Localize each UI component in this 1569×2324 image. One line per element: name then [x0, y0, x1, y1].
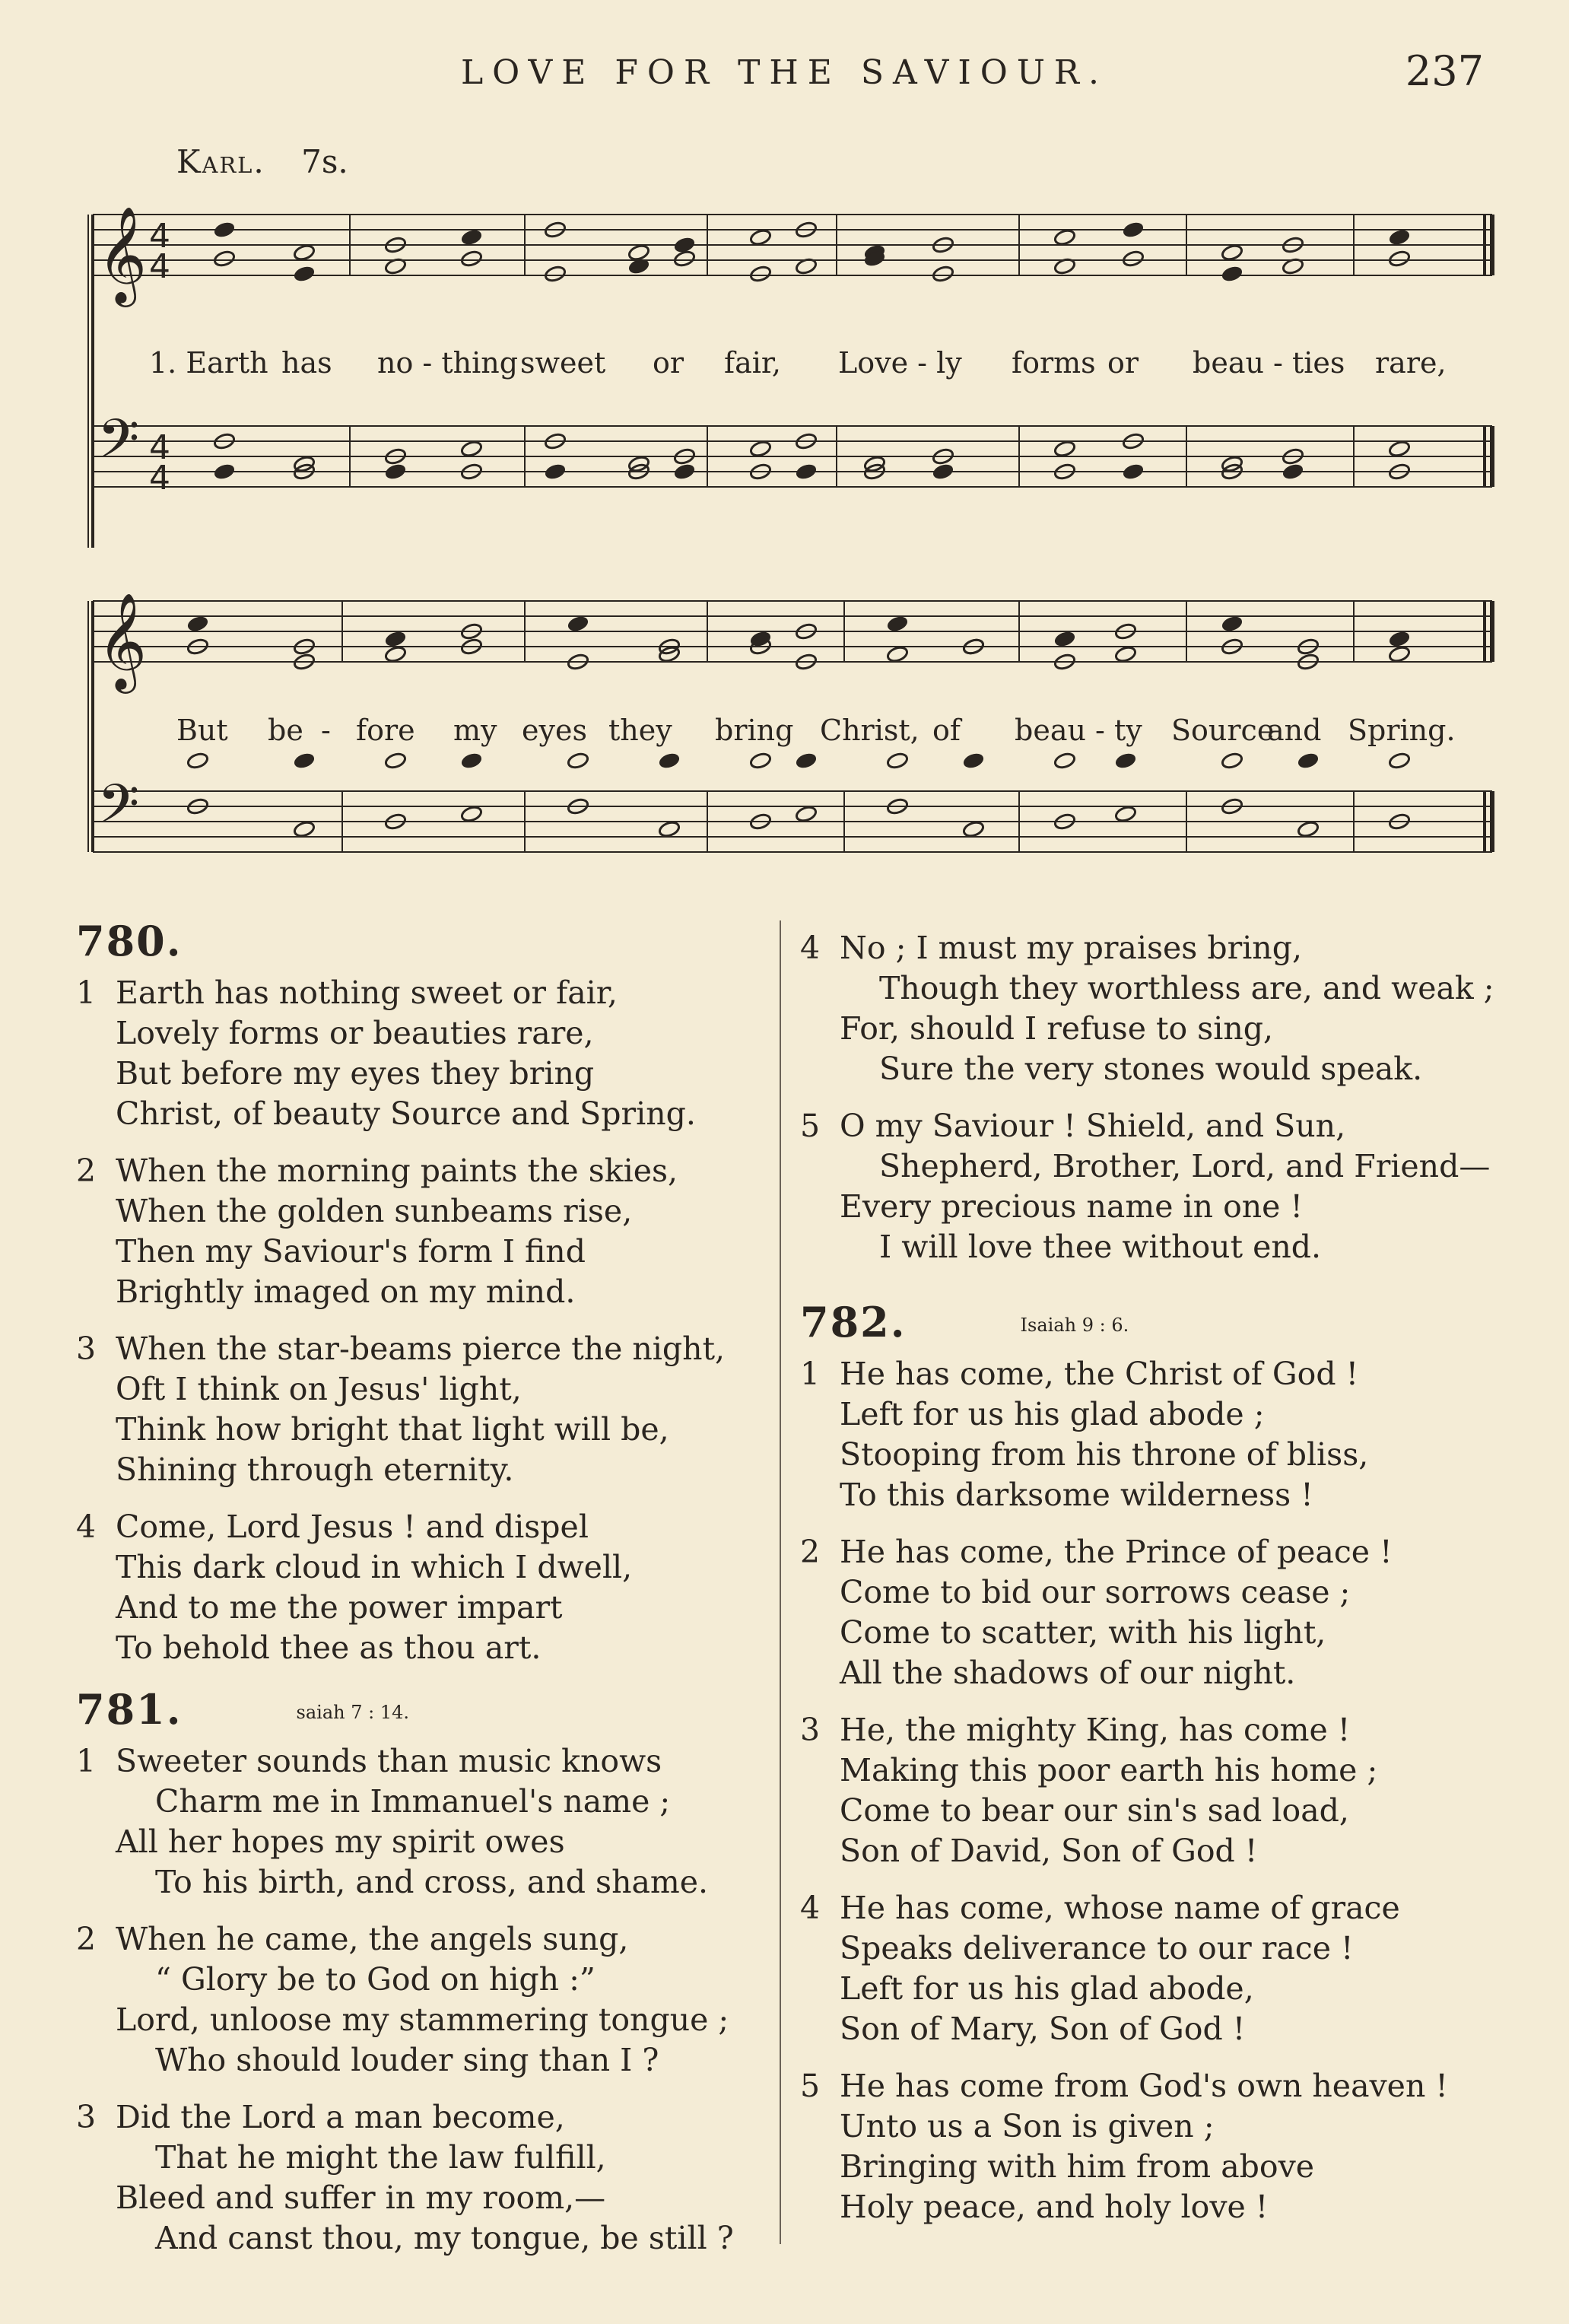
stanza-number: 4 [800, 930, 821, 966]
svg-text:4: 4 [149, 428, 170, 467]
verse-line [76, 1862, 806, 1903]
stanza [800, 1354, 1530, 1515]
hymn-780 [76, 917, 806, 1668]
verse-text: Charm me in Immanuel's name ; [155, 1783, 671, 1820]
verse-text: To this darksome wilderness ! [840, 1477, 1313, 1513]
verse-text: To his birth, and cross, and shame. [155, 1864, 709, 1900]
verse-line [800, 1750, 1530, 1791]
verse-line [76, 1741, 806, 1782]
verse-text: Unto us a Son is given ; [840, 2108, 1215, 2144]
verse-text: Sweeter sounds than music knows [116, 1743, 662, 1779]
verse-line [76, 2178, 806, 2218]
svg-text:𝄞: 𝄞 [97, 205, 148, 303]
verse-line [800, 2147, 1530, 2187]
stanza-number: 3 [76, 2099, 97, 2135]
lyric-syllable: Love - ly [838, 346, 962, 380]
hymn-number: 782. [800, 1298, 907, 1346]
verse-line [800, 1831, 1530, 1871]
verse-line [76, 2097, 806, 2138]
verse-line [800, 1106, 1530, 1146]
page-number: 237 [1405, 47, 1484, 95]
verse-line [76, 2040, 806, 2081]
stanza-number: 2 [76, 1152, 97, 1189]
verse-line [800, 1710, 1530, 1750]
running-head: LOVE FOR THE SAVIOUR. [460, 53, 1109, 92]
hymn-number: 781. [76, 1685, 183, 1734]
verse-text: Earth has nothing sweet or fair, [116, 974, 618, 1011]
verse-text: “ Glory be to God on high :” [155, 1961, 596, 1998]
verse-line [76, 1628, 806, 1668]
lyric-syllable: and [1267, 714, 1322, 747]
verse-text: Think how bright that light will be, [116, 1411, 669, 1448]
verse-text: Come to bear our sin's sad load, [840, 1792, 1349, 1829]
verse-text: Left for us his glad abode ; [840, 1396, 1265, 1432]
verse-text: He has come, whose name of grace [840, 1890, 1400, 1926]
verse-text: Speaks deliverance to our race ! [840, 1930, 1354, 1966]
lyric-syllable: or [653, 346, 684, 380]
verse-text: Come, Lord Jesus ! and dispel [116, 1509, 589, 1545]
stanza [800, 928, 1530, 1089]
lyric-syllable: my [453, 714, 497, 747]
hymn-heading [76, 1685, 806, 1741]
verse-text: Did the Lord a man become, [116, 2099, 565, 2135]
svg-text:𝄞: 𝄞 [97, 592, 148, 689]
verse-line [76, 1191, 806, 1232]
stanza [800, 1532, 1530, 1693]
verse-line [800, 1969, 1530, 2009]
lyric-syllable: no - thing [377, 346, 519, 380]
verse-text: When he came, the angels sung, [116, 1921, 629, 1957]
lyric-syllable: But [176, 714, 228, 747]
lyric-syllable: of [932, 714, 961, 747]
verse-text: Son of Mary, Son of God ! [840, 2011, 1246, 2047]
verse-text: Making this poor earth his home ; [840, 1752, 1378, 1788]
verse-line [800, 1572, 1530, 1613]
lyric-syllable: has [281, 346, 332, 380]
verse-text: He, the mighty King, has come ! [840, 1712, 1351, 1748]
verse-line [76, 1822, 806, 1862]
verse-text: And canst thou, my tongue, be still ? [155, 2220, 734, 2256]
lyric-syllable: be [268, 714, 303, 747]
stanza-number: 3 [800, 1712, 821, 1748]
tune-meter: 7s. [301, 143, 348, 180]
svg-text:4: 4 [149, 217, 170, 256]
stanza-number: 5 [800, 2068, 821, 2104]
verse-text: Lord, unloose my stammering tongue ; [116, 2001, 729, 2038]
music-score [0, 0, 1569, 898]
hymn-heading [76, 917, 806, 973]
verse-line [800, 2009, 1530, 2049]
stanza-number: 5 [800, 1108, 821, 1144]
lyric-syllable: sweet [520, 346, 606, 380]
verse-text: Come to scatter, with his light, [840, 1614, 1326, 1651]
stanza-number: 1 [76, 974, 97, 1011]
verse-text: I will love thee without end. [879, 1229, 1322, 1265]
verse-line [800, 1435, 1530, 1475]
verse-line [76, 1507, 806, 1547]
lyric-syllable: rare, [1375, 346, 1447, 380]
verse-text: Bringing with him from above [840, 2148, 1315, 2185]
lyric-syllable: forms [1012, 346, 1096, 380]
verse-line [800, 2066, 1530, 2106]
verse-text: When the morning paints the skies, [116, 1152, 678, 1189]
lyric-syllable: 1. Earth [149, 346, 268, 380]
lyric-syllable: they [608, 714, 672, 747]
verse-text: Oft I think on Jesus' light, [116, 1371, 522, 1407]
verse-text: Sure the very stones would speak. [879, 1051, 1423, 1087]
verse-line [76, 1151, 806, 1191]
verse-text: Who should louder sing than I ? [155, 2042, 659, 2078]
stanza [76, 1507, 806, 1668]
verse-text: Brightly imaged on my mind. [116, 1273, 576, 1310]
left-column [76, 917, 806, 2275]
verse-line [800, 1475, 1530, 1515]
verse-line [76, 2218, 806, 2259]
verse-line [76, 1013, 806, 1054]
hymn-782 [800, 1298, 1530, 2227]
stanza-number: 1 [800, 1356, 821, 1392]
stanza [800, 1106, 1530, 1267]
verse-text: Then my Saviour's form I find [116, 1233, 586, 1270]
verse-text: He has come, the Christ of God ! [840, 1356, 1359, 1392]
verse-line [76, 2138, 806, 2178]
verse-text: Holy peace, and holy love ! [840, 2189, 1269, 2225]
verse-text: O my Saviour ! Shield, and Sun, [840, 1108, 1346, 1144]
verse-text: This dark cloud in which I dwell, [116, 1549, 633, 1585]
lyric-syllable: beau - ty [1015, 714, 1142, 747]
stanza [76, 1919, 806, 2081]
svg-text:4: 4 [149, 247, 170, 286]
lyric-syllable: - [321, 714, 331, 747]
lyric-syllable: Source [1171, 714, 1275, 747]
verse-text: All the shadows of our night. [840, 1655, 1296, 1691]
right-column [800, 928, 1530, 2244]
scripture-reference: saiah 7 : 14. [296, 1702, 410, 1723]
verse-text: That he might the law fulfill, [155, 2139, 606, 2176]
verse-line [800, 1227, 1530, 1267]
verse-line [800, 1791, 1530, 1831]
verse-line [800, 1928, 1530, 1969]
verse-text: To behold thee as thou art. [116, 1629, 542, 1666]
verse-text: But before my eyes they bring [116, 1055, 595, 1092]
stanza-number: 4 [76, 1509, 97, 1545]
verse-text: No ; I must my praises bring, [840, 930, 1302, 966]
stanza-number: 3 [76, 1330, 97, 1367]
verse-text: For, should I refuse to sing, [840, 1010, 1274, 1047]
verse-line [800, 1394, 1530, 1435]
verse-text: All her hopes my spirit owes [116, 1823, 565, 1860]
verse-text: When the star-beams pierce the night, [116, 1330, 726, 1367]
verse-line [800, 1613, 1530, 1653]
verse-line [76, 1588, 806, 1628]
verse-line [76, 973, 806, 1013]
lyric-syllable: bring [715, 714, 794, 747]
svg-text:4: 4 [149, 459, 170, 498]
stanza [76, 1329, 806, 1490]
stanza [800, 1888, 1530, 2049]
verse-text: Though they worthless are, and weak ; [879, 970, 1494, 1006]
lyric-syllable: eyes [522, 714, 587, 747]
verse-line [76, 1232, 806, 1272]
verse-line [76, 1450, 806, 1490]
hymn-781 [76, 1685, 806, 2259]
verse-line [800, 1049, 1530, 1089]
verse-line [76, 1054, 806, 1094]
verse-text: Shining through eternity. [116, 1451, 514, 1488]
lyric-syllable: or [1107, 346, 1139, 380]
verse-line [800, 2106, 1530, 2147]
verse-text: Stooping from his throne of bliss, [840, 1436, 1369, 1473]
stanza-number: 2 [800, 1534, 821, 1570]
verse-text: And to me the power impart [116, 1589, 563, 1626]
verse-text: When the golden sunbeams rise, [116, 1193, 633, 1229]
verse-line [800, 1354, 1530, 1394]
stanza [76, 1741, 806, 1903]
scripture-reference: Isaiah 9 : 6. [1020, 1315, 1129, 1336]
verse-line [800, 2187, 1530, 2227]
verse-line [800, 1187, 1530, 1227]
verse-line [800, 1653, 1530, 1693]
verse-line [800, 928, 1530, 968]
stanza-number: 1 [76, 1743, 97, 1779]
verse-line [800, 1888, 1530, 1928]
verse-text: Come to bid our sorrows cease ; [840, 1574, 1351, 1610]
verse-line [76, 1329, 806, 1369]
verse-line [800, 1009, 1530, 1049]
stanza [76, 973, 806, 1134]
hymn-781-continued [800, 928, 1530, 1267]
svg-text:𝄢: 𝄢 [97, 408, 140, 484]
lyric-syllable: beau - ties [1193, 346, 1345, 380]
verse-line [76, 1782, 806, 1822]
verse-text: He has come, the Prince of peace ! [840, 1534, 1393, 1570]
verse-line [800, 968, 1530, 1009]
lyric-syllable: fore [356, 714, 415, 747]
stanza [800, 1710, 1530, 1871]
verse-line [76, 1547, 806, 1588]
lyric-syllable: Christ, [820, 714, 919, 747]
lyric-syllable: fair, [724, 346, 781, 380]
hymn-heading [800, 1298, 1530, 1354]
verse-text: Lovely forms or beauties rare, [116, 1015, 594, 1051]
verse-line [800, 1146, 1530, 1187]
hymn-number: 780. [76, 917, 183, 965]
stanza-number: 2 [76, 1921, 97, 1957]
verse-line [76, 1919, 806, 1960]
stanza [76, 1151, 806, 1312]
verse-line [76, 1094, 806, 1134]
verse-text: Shepherd, Brother, Lord, and Friend— [879, 1148, 1491, 1184]
stanza [800, 2066, 1530, 2227]
verse-text: Every precious name in one ! [840, 1188, 1303, 1225]
lyric-syllable: Spring. [1348, 714, 1456, 747]
verse-text: He has come from God's own heaven ! [840, 2068, 1448, 2104]
stanza-number: 4 [800, 1890, 821, 1926]
verse-text: Son of David, Son of God ! [840, 1833, 1258, 1869]
verse-text: Left for us his glad abode, [840, 1970, 1254, 2007]
verse-line [76, 1369, 806, 1410]
verse-line [76, 1960, 806, 2000]
svg-text:𝄢: 𝄢 [97, 773, 140, 849]
verse-line [76, 2000, 806, 2040]
verse-line [800, 1532, 1530, 1572]
tune-name: Karl. [176, 143, 265, 180]
verse-line [76, 1410, 806, 1450]
verse-text: Bleed and suffer in my room,— [116, 2179, 606, 2216]
stanza [76, 2097, 806, 2259]
verse-text: Christ, of beauty Source and Spring. [116, 1095, 696, 1132]
verse-line [76, 1272, 806, 1312]
